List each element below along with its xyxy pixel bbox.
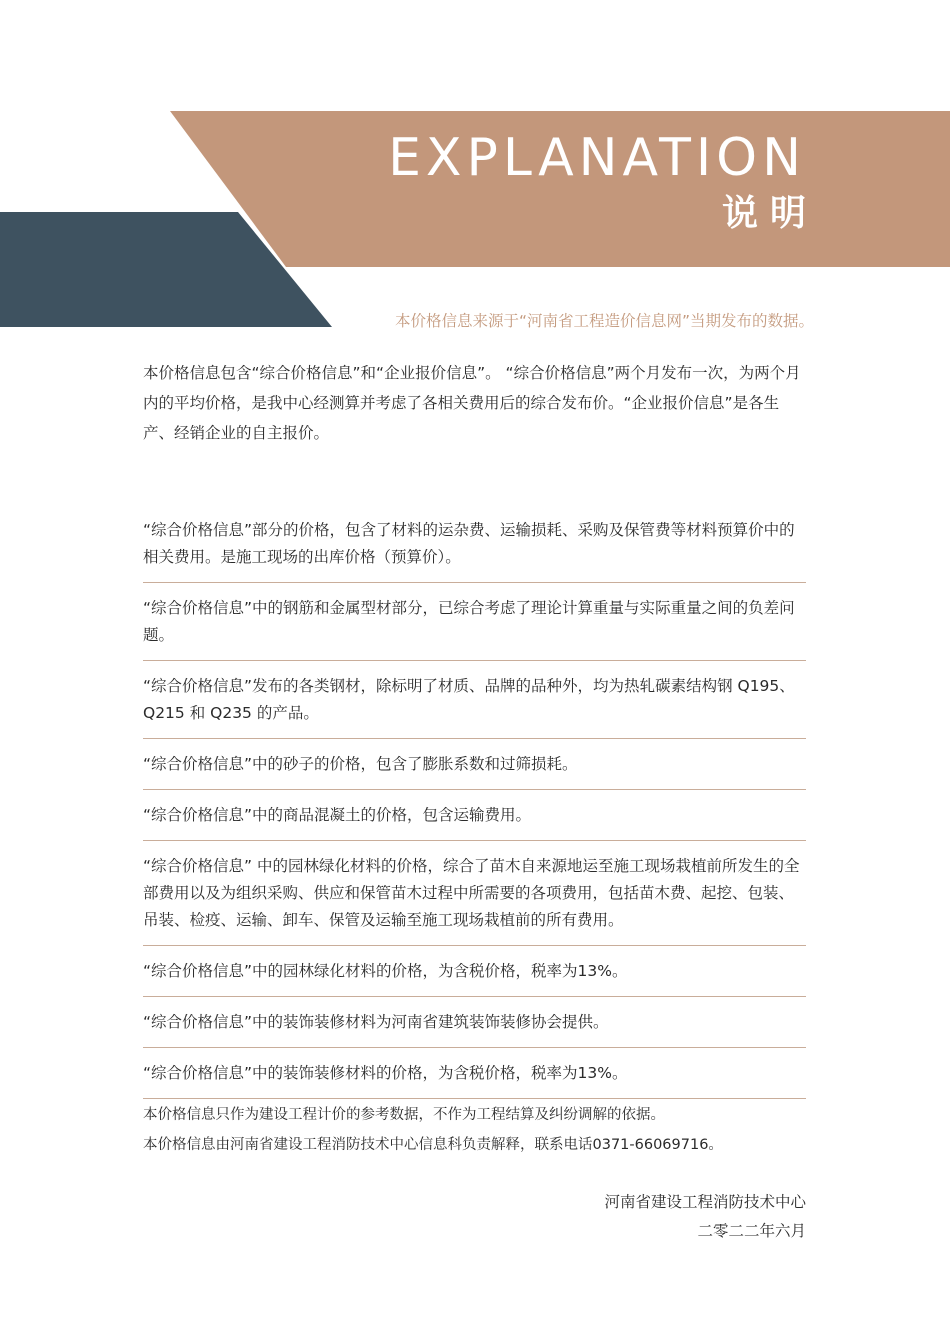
list-item: “综合价格信息”发布的各类钢材，除标明了材质、品牌的品种外，均为热轧碳素结构钢 Q195、Q215 和 Q235 的产品。 xyxy=(143,673,806,739)
source-note: 本价格信息来源于“河南省工程造价信息网”当期发布的数据。 xyxy=(394,312,814,330)
list-item: “综合价格信息”中的园林绿化材料的价格，为含税价格，税率为13%。 xyxy=(143,958,806,997)
list-item: “综合价格信息”中的装饰装修材料为河南省建筑装饰装修协会提供。 xyxy=(143,1009,806,1048)
list-item: “综合价格信息”中的砂子的价格，包含了膨胀系数和过筛损耗。 xyxy=(143,751,806,790)
footnotes xyxy=(143,1100,806,1160)
signature-date: 二零二二年六月 xyxy=(697,1222,806,1240)
title-english: EXPLANATION xyxy=(388,128,806,188)
footnote: 本价格信息由河南省建设工程消防技术中心信息科负责解释，联系电话0371-66069716。 xyxy=(143,1137,723,1153)
title-chinese: 说明 xyxy=(721,193,818,234)
list-item: “综合价格信息”部分的价格，包含了材料的运杂费、运输损耗、采购及保管费等材料预算价中的相关费用。是施工现场的出库价格（预算价）。 xyxy=(143,517,806,583)
list-item: “综合价格信息” 中的园林绿化材料的价格，综合了苗木自来源地运至施工现场栽植前所发生的全部费用以及为组织采购、供应和保管苗木过程中所需要的各项费用，包括苗木费、起挖、包装、吊装、检疫、运输、卸车、保管及运输至施工现场栽植前的所有费用。 xyxy=(143,853,806,946)
signature-block xyxy=(604,1188,806,1246)
signature-org: 河南省建设工程消防技术中心 xyxy=(604,1193,806,1211)
explanation-list xyxy=(143,517,806,1111)
list-item: “综合价格信息”中的钢筋和金属型材部分，已综合考虑了理论计算重量与实际重量之间的负差问题。 xyxy=(143,595,806,661)
list-item: “综合价格信息”中的装饰装修材料的价格，为含税价格，税率为13%。 xyxy=(143,1060,806,1099)
list-item: “综合价格信息”中的商品混凝土的价格，包含运输费用。 xyxy=(143,802,806,841)
intro-paragraph: 本价格信息包含“综合价格信息”和“企业报价信息”。 “综合价格信息”两个月发布一次，为两个月内的平均价格，是我中心经测算并考虑了各相关费用后的综合发布价。“企业报价信息”是各生产、经销企业的自主报价。 xyxy=(143,364,801,442)
footnote: 本价格信息只作为建设工程计价的参考数据，不作为工程结算及纠纷调解的依据。 xyxy=(143,1107,665,1123)
